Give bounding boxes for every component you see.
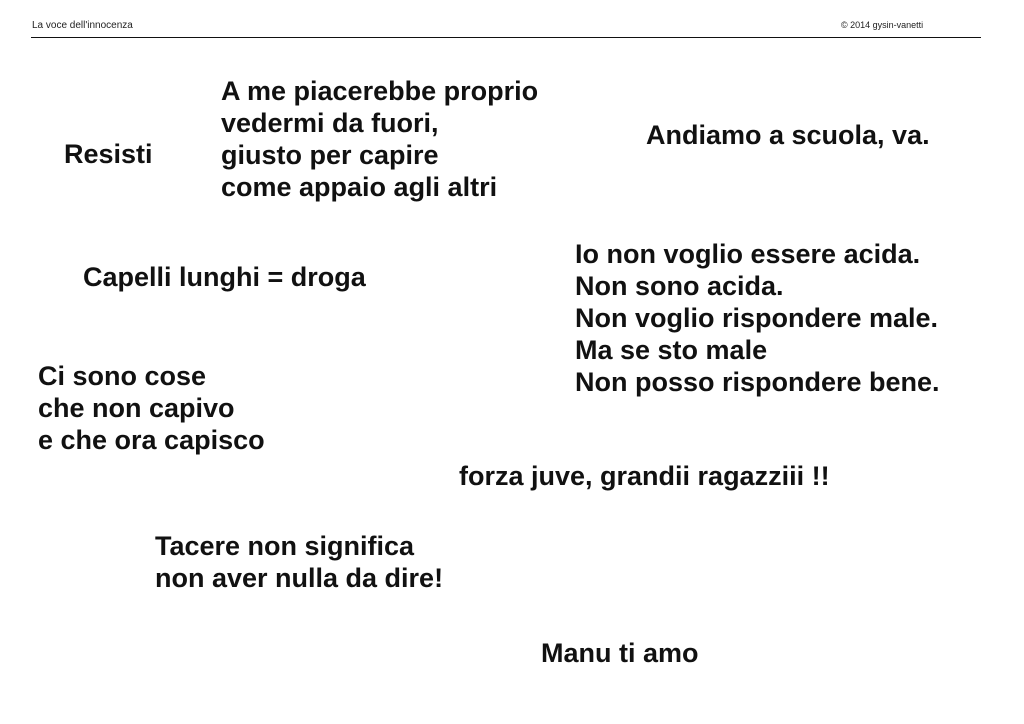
- quote-acida: [575, 238, 940, 398]
- quote-line: come appaio agli altri: [221, 172, 498, 202]
- quote-line: che non capivo: [38, 393, 235, 423]
- quote-ci-sono-cose: [38, 360, 265, 456]
- quote-line: Resisti: [64, 139, 153, 169]
- quote-line: Io non voglio essere acida.: [575, 239, 921, 269]
- quote-line: Ci sono cose: [38, 361, 207, 391]
- quote-line: Ma se sto male: [575, 335, 768, 365]
- quote-line: Andiamo a scuola, va.: [646, 120, 930, 150]
- quote-line: Capelli lunghi = droga: [83, 262, 366, 292]
- document-title: La voce dell'innocenza: [32, 20, 133, 31]
- quote-andiamo-a-scuola: [646, 119, 930, 151]
- quote-resisti: [64, 138, 153, 170]
- quote-line: A me piacerebbe proprio: [221, 76, 539, 106]
- quote-line: non aver nulla da dire!: [155, 563, 444, 593]
- quote-line: Manu ti amo: [541, 638, 699, 668]
- quote-line: Non posso rispondere bene.: [575, 367, 940, 397]
- quote-line: giusto per capire: [221, 140, 439, 170]
- quote-line: Non voglio rispondere male.: [575, 303, 939, 333]
- quote-line: vedermi da fuori,: [221, 108, 439, 138]
- quote-forza-juve: [459, 460, 830, 492]
- quote-manu-ti-amo: [541, 637, 699, 669]
- copyright-notice: © 2014 gysin-vanetti: [841, 20, 924, 30]
- quote-vedermi-da-fuori: [221, 75, 538, 203]
- quote-line: e che ora capisco: [38, 425, 265, 455]
- header-divider: [31, 37, 981, 38]
- quote-capelli-lunghi: [83, 261, 366, 293]
- quote-line: Tacere non significa: [155, 531, 415, 561]
- quote-line: Non sono acida.: [575, 271, 784, 301]
- quote-line: forza juve, grandii ragazziii !!: [459, 461, 830, 491]
- quote-tacere: [155, 530, 443, 594]
